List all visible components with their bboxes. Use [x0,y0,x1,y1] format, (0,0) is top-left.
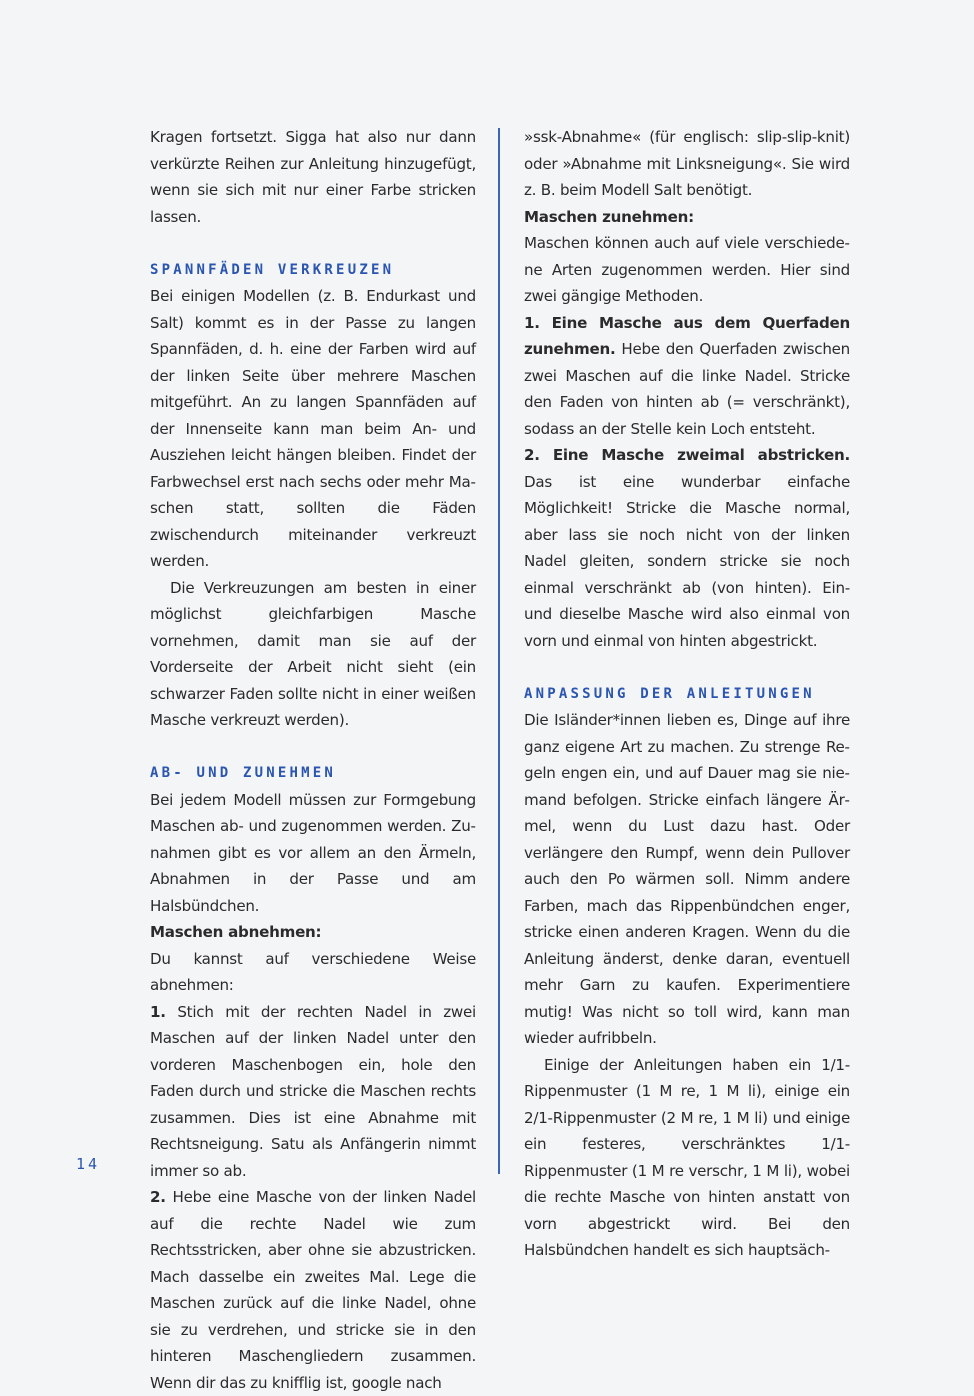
abnehmen-method-2 [150,1184,476,1396]
spannfaeden-paragraph-1: Bei einigen Modellen (z. B. Endurkast und Salt) kommt es in der Passe zu langen Spannfäden, d. h. eine der Farben wird auf der linken Seite über mehrere Maschen mitgeführt. An zu langen Spannfäden auf der Innenseite kann man beim An- und Ausziehen leicht hängen bleiben. Findet der Farbwechsel erst nach sechs oder mehr Maschen statt, sollten die Fäden zwischendurch miteinander verkreuzt werden. [150,287,476,570]
method-1-number: 1. [150,1002,166,1021]
zunehmen-method-2 [524,442,850,654]
abzunehmen-paragraph-1: Bei jedem Modell müssen zur Formgebung Maschen ab- und zugenommen werden. Zunahmen gibt es vor allem an den Ärmeln, Abnahmen in der Passe und am Halsbündchen. [150,790,476,915]
zunehmen-method-1-title: 1. Eine Masche aus dem Querfaden zunehmen. [524,313,850,358]
anpassung-paragraph-2: Einige der Anleitungen haben ein 1/1-Rippenmuster (1 M re, 1 M li), einige ein 2/1-Rippenmuster (2 M re, 1 M li) und einige ein festeres, verschränktes 1/1-Rippenmuster (1 M re verschr, 1 M li), wobei die rechte Masche von hinten anstatt von vorn abgestrickt wird. Bei den Halsbündchen handelt es sich hauptsäch- [524,1055,850,1259]
column-divider [498,128,500,1174]
method-2-number: 2. [150,1188,166,1206]
zunehmen-method-1-text: Hebe den Querfaden zwischen zwei Maschen auf die linke Nadel. Stricke den Faden von hinten ab (= verschränkt), sodass an der Stelle kein Loch entsteht. [524,340,850,438]
abnehmen-intro: Du kannst auf verschiedene Weise abnehmen: [150,949,476,994]
page-number: 14 [76,1155,101,1173]
zunehmen-method-2-title: 2. Eine Masche zweimal abstricken. [524,446,850,464]
subheading-maschen-zunehmen: Maschen zunehmen: [524,207,694,226]
zunehmen-method-2-text: Das ist eine wunderbar einfache Möglichkeit! Stricke die Masche normal, aber lass sie noch nicht von der linken Nadel gleiten, sondern stricke sie noch einmal verschränkt ab (von hinten). Ein- und dieselbe Masche wird also einmal von vorn und einmal von hinten abgestrickt. [524,472,850,650]
method-1-text: Stich mit der rechten Nadel in zwei Maschen auf der linken Nadel unter den vorderen Maschenbogen ein, hole den Faden durch und stricke die Maschen rechts zusammen. Dies ist eine Abnahme mit Rechtsneigung. Satu als Anfängerin nimmt immer so ab. [150,1002,476,1180]
heading-ab-und-zunehmen: AB- UND ZUNEHMEN [150,765,337,781]
spannfaeden-paragraph-2: Die Verkreuzungen am besten in einer möglichst gleichfarbigen Masche vornehmen, damit man sie auf der Vorderseite der Arbeit nicht sieht (ein schwarzer Faden sollte nicht in einer weißen Masche verkreuzt werden). [150,578,476,729]
left-intro-paragraph: Kragen fortsetzt. Sigga hat also nur dann verkürzte Reihen zur Anleitung hinzugefügt, wenn sie sich mit nur einer Farbe stricken lassen. [150,128,476,226]
abnehmen-method-1 [150,999,476,1185]
heading-spannfaeden: SPANNFÄDEN VERKREUZEN [150,261,395,278]
subheading-maschen-abnehmen: Maschen abnehmen: [150,923,322,941]
right-intro-paragraph: »ssk-Abnahme« (für englisch: slip-slip-knit) oder »Abnahme mit Linksneigung«. Sie wird z. B. beim Modell Salt benötigt. [524,128,850,199]
anpassung-paragraph-1: Die Isländer*innen lieben es, Dinge auf ihre ganz eigene Art zu machen. Zu strenge Regeln engen ein, und auf Dauer mag sie niemand befolgen. Stricke einfach längere Ärmel, wenn du Lust dazu hast. Oder verlängere den Rumpf, wenn dein Pullover auch den Po wärmen soll. Nimm andere Farben, mach das Rippenbündchen enger, stricke einen anderen Kragen. Wenn du die Anleitung änderst, denke daran, eventuell mehr Garn zu kaufen. Experimentiere mutig! Was nicht so toll wird, kann man wieder aufribbeln. [524,711,850,1047]
heading-anpassung: ANPASSUNG DER ANLEITUNGEN [524,685,815,702]
zunehmen-method-1 [524,310,850,443]
zunehmen-intro: Maschen können auch auf viele verschiedene Arten zugenommen werden. Hier sind zwei gängige Methoden. [524,234,850,305]
left-column [150,124,476,1396]
right-column [524,124,850,1264]
method-2-text: Hebe eine Masche von der linken Nadel auf die rechte Nadel wie zum Rechtsstricken, aber ohne sie abzustricken. Mach dasselbe ein zweites Mal. Lege die Maschen zurück auf die linke Nadel, ohne sie zu verdrehen, und stricke sie in den hinteren Maschengliedern zusammen. Wenn dir das zu knifflig ist, google nach [150,1188,476,1392]
